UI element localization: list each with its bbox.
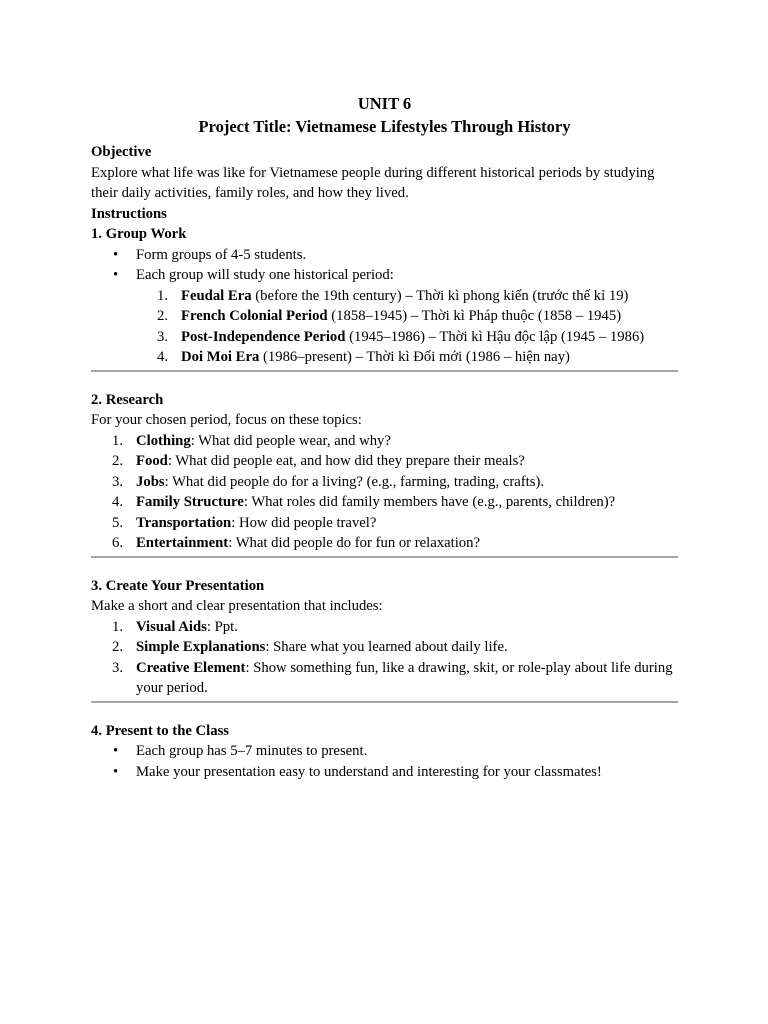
list-number: 1. (157, 287, 169, 304)
period-item (91, 286, 678, 307)
list-number: 3. (112, 473, 124, 490)
item-term: Simple Explanations (136, 639, 266, 655)
list-number: 3. (112, 659, 124, 676)
period-detail: (1945–1986) – Thời kì Hậu độc lập (1945 – 1986) (345, 328, 645, 345)
list-number: 1. (112, 432, 124, 449)
topic-term: Jobs (136, 473, 165, 490)
objective-text: Explore what life was like for Vietnamese people during different historical periods by studying their daily activities, family roles, and how they lived. (91, 164, 655, 201)
topic-text: : What did people do for fun or relaxation? (228, 535, 480, 551)
period-item (91, 306, 678, 327)
objective-heading: Objective (91, 144, 152, 160)
list-item (91, 513, 678, 534)
item-text: : Share what you learned about daily life. (265, 639, 508, 655)
presentation-intro: Make a short and clear presentation that includes: (91, 598, 383, 614)
period-item (91, 327, 678, 348)
topic-term: Food (136, 453, 168, 469)
list-item (91, 451, 678, 472)
list-item (91, 492, 678, 513)
section-divider (91, 701, 678, 703)
period-list (91, 286, 678, 368)
list-number: 2. (112, 639, 124, 655)
list-item (91, 431, 678, 452)
list-item (91, 637, 678, 658)
item-term: Creative Element (136, 659, 246, 676)
topic-text: : How did people travel? (231, 514, 377, 531)
bullet-icon: • (113, 763, 119, 780)
group-work-bullets (91, 245, 678, 286)
list-number: 3. (157, 328, 169, 345)
list-number: 6. (112, 535, 124, 551)
list-number: 5. (112, 514, 124, 531)
topic-text: : What did people wear, and why? (190, 432, 391, 449)
item-term: Visual Aids (136, 618, 207, 635)
research-intro: For your chosen period, focus on these topics: (91, 412, 362, 428)
period-detail: (1986–present) – Thời kì Đối mới (1986 – hiện nay) (259, 349, 570, 365)
item-text: : Ppt. (206, 618, 238, 635)
period-name: Post-Independence Period (181, 328, 346, 345)
list-number: 4. (157, 349, 169, 365)
period-detail: (before the 19th century) – Thời kì phong kiến (trước thế kỉ 19) (251, 287, 629, 304)
instructions-heading: Instructions (91, 205, 167, 222)
research-heading: 2. Research (91, 391, 164, 408)
topic-text: : What roles did family members have (e.g., parents, children)? (243, 494, 616, 510)
period-detail: (1858–1945) – Thời kì Pháp thuộc (1858 – 1945) (327, 308, 622, 324)
unit-heading: UNIT 6 (357, 94, 412, 113)
period-name: Feudal Era (181, 287, 252, 304)
present-heading: 4. Present to the Class (91, 722, 230, 739)
research-topic-list (91, 431, 678, 554)
list-item: • Make your presentation easy to understand and interesting for your classmates! (91, 762, 678, 783)
list-item (91, 658, 678, 699)
period-name: Doi Moi Era (181, 349, 260, 365)
group-work-heading: 1. Group Work (91, 226, 187, 242)
presentation-item-list (91, 617, 678, 699)
topic-text: : What did people do for a living? (e.g., farming, trading, crafts). (164, 473, 545, 490)
list-item (91, 617, 678, 638)
topic-term: Family Structure (136, 494, 244, 510)
bullet-icon: • (113, 743, 119, 759)
bullet-icon: • (113, 246, 119, 263)
document-content (91, 93, 678, 782)
list-number: 2. (157, 308, 169, 324)
section-divider (91, 556, 678, 558)
list-number: 2. (112, 453, 124, 469)
list-item: • Form groups of 4-5 students. (91, 245, 678, 266)
list-number: 1. (112, 618, 124, 635)
bullet-icon: • (113, 267, 119, 283)
list-item (91, 472, 678, 493)
list-item (91, 533, 678, 554)
present-bullets (91, 741, 678, 782)
topic-term: Clothing (136, 432, 191, 449)
presentation-heading: 3. Create Your Presentation (91, 577, 265, 594)
project-title: Project Title: Vietnamese Lifestyles Through History (198, 117, 571, 136)
topic-term: Entertainment (136, 535, 229, 551)
period-name: French Colonial Period (181, 308, 328, 324)
topic-term: Transportation (136, 514, 232, 531)
list-item: • Each group has 5–7 minutes to present. (91, 741, 678, 762)
topic-text: : What did people eat, and how did they prepare their meals? (167, 453, 525, 469)
list-number: 4. (112, 494, 124, 510)
list-item: • Each group will study one historical period: (91, 265, 678, 286)
period-item (91, 347, 678, 368)
section-divider (91, 370, 678, 372)
item-text: : Show something fun, like a drawing, skit, or role-play about life during your period. (136, 659, 673, 696)
